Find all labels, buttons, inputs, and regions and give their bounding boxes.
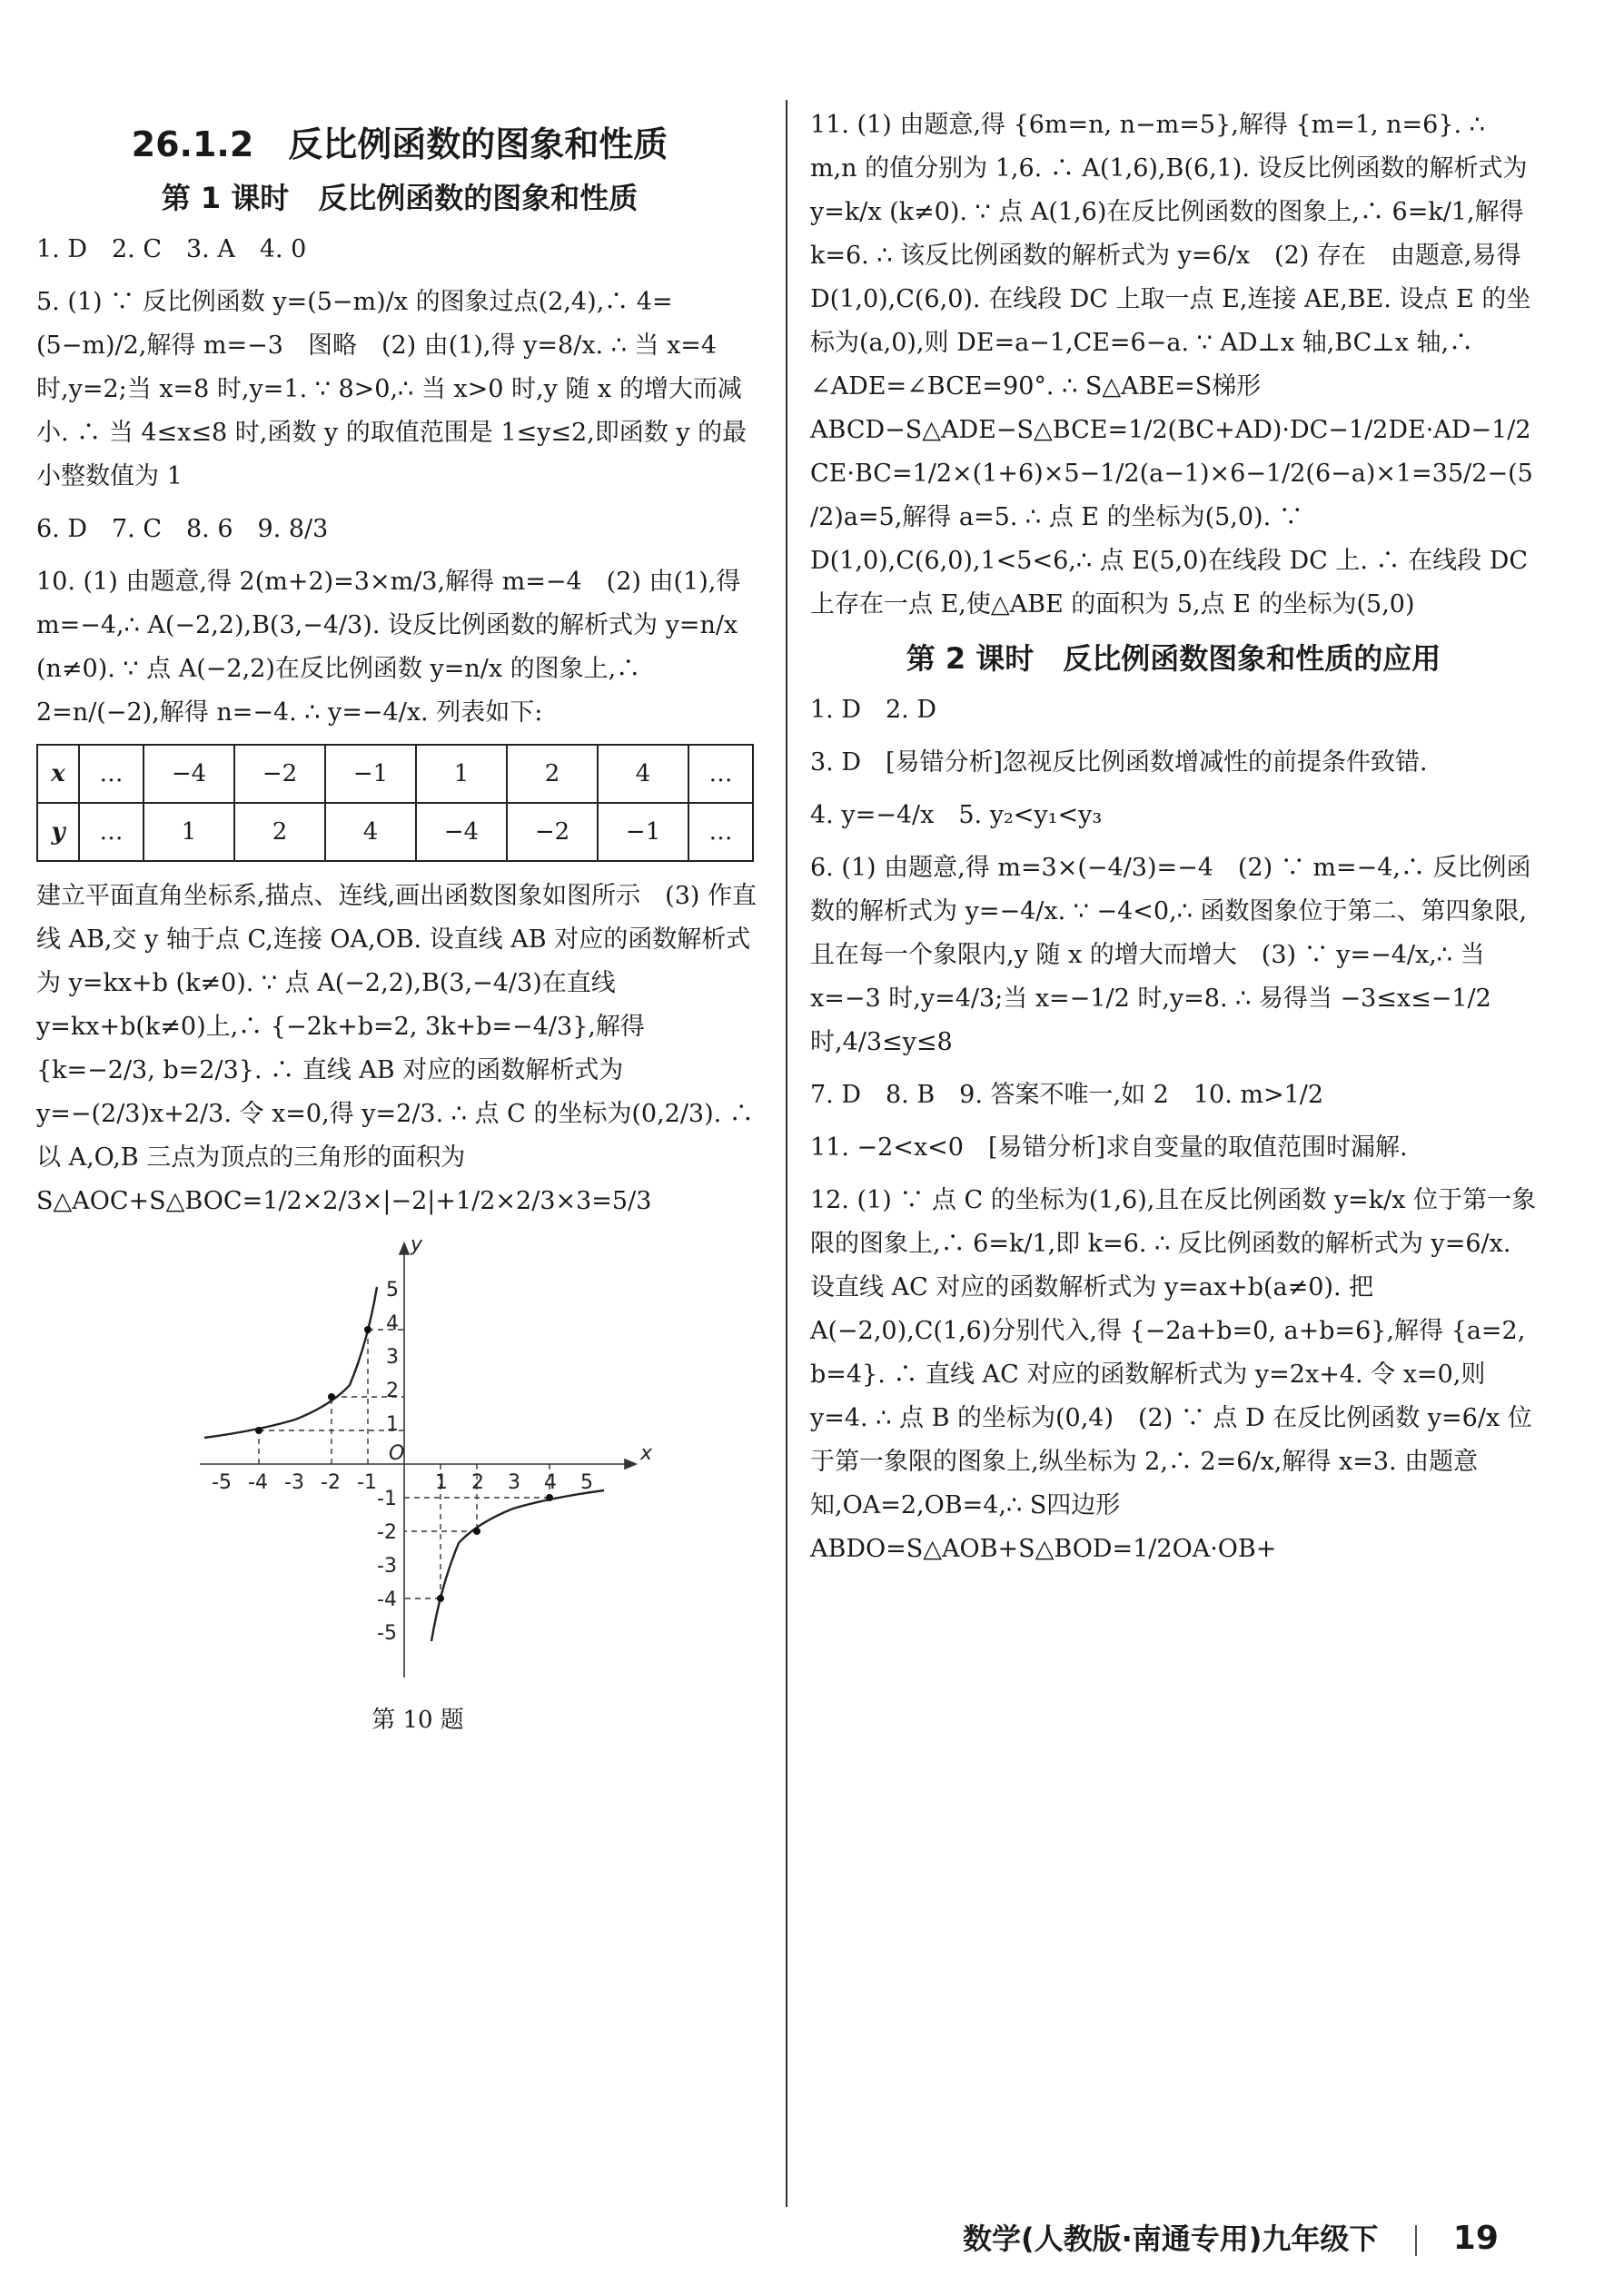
- answer-para: 10. (1) 由题意,得 2(m+2)=3×m/3,解得 m=−4 (2) 由(1),得 m=−4,∴ A(−2,2),B(3,−4/3). 设反比例函数的解析式为 y=n/x (n≠0). ∵ 点 A(−2,2)在反比例函数 y=n/x 的图象上,∴ 2=n/(−2),解得 n=−4. ∴ y=−4/x. 列表如下:: [36, 568, 748, 727]
- answer-para: 建立平面直角坐标系,描点、连线,画出函数图象如图所示 (3) 作直线 AB,交 y 轴于点 C,连接 OA,OB. 设直线 AB 对应的函数解析式为 y=kx+b (k≠0). ∵ 点 A(−2,2),B(3,−4/3)在直线 y=kx+b(k≠0)上,∴ {−2k+b=2, 3k+b=−4/3},解得 {k=−2/3, b=2/3}. ∴ 直线 AB 对应的函数解析式为 y=−(2/3)x+2/3. 令 x=0,得 y=2/3. ∴ 点 C 的坐标为(0,2/3). ∴ 以 A,O,B 三点为顶点的三角形的面积为 S△AOC+S△BOC=1/2×2/3×|−2|+1/2×2/3×3=5/3: [36, 882, 762, 1215]
- answer-para: 1. D 2. D: [810, 696, 936, 724]
- table-cell: 4: [325, 803, 416, 861]
- figure-caption: 第 10 题: [371, 1707, 464, 1734]
- table-cell: 1: [416, 745, 507, 803]
- table-cell: −1: [598, 803, 688, 861]
- x-tick-label: -4: [248, 1471, 268, 1494]
- left-column: [36, 100, 763, 1735]
- y-tick-label: -2: [377, 1521, 397, 1544]
- table-cell: −4: [144, 745, 234, 803]
- answer-para: 5. (1) ∵ 反比例函数 y=(5−m)/x 的图象过点(2,4),∴ 4=(5−m)/2,解得 m=−3 图略 (2) 由(1),得 y=8/x. ∴ 当 x=4 时,y=2;当 x=8 时,y=1. ∵ 8>0,∴ 当 x>0 时,y 随 x 的增大而减小. ∴ 当 4≤x≤8 时,函数 y 的取值范围是 1≤y≤2,即函数 y 的最小整数值为 1: [36, 288, 748, 490]
- table-header-y: y: [37, 803, 79, 861]
- y-axis-label: y: [411, 1233, 423, 1256]
- x-tick-label: 5: [580, 1471, 593, 1494]
- table-cell: …: [79, 745, 144, 803]
- x-tick-label: -2: [321, 1471, 341, 1494]
- answer-para: 12. (1) ∵ 点 C 的坐标为(1,6),且在反比例函数 y=k/x 位于第一象限的图象上,∴ 6=k/1,即 k=6. ∴ 反比例函数的解析式为 y=6/x. 设直线 AC 对应的函数解析式为 y=ax+b(a≠0). 把 A(−2,0),C(1,6)分别代入,得 {−2a+b=0, a+b=6},解得 {a=2, b=4}. ∴ 直线 AC 对应的函数解析式为 y=2x+4. 令 x=0,则 y=4. ∴ 点 B 的坐标为(0,4) (2) ∵ 点 D 在反比例函数 y=6/x 位于第一象限的图象上,纵坐标为 2,∴ 2=6/x,解得 x=3. 由题意知,OA=2,OB=4,∴ S四边形ABDO=S△AOB+S△BOD=1/2OA·OB+: [810, 1186, 1537, 1563]
- graph-svg: [182, 1232, 654, 1696]
- answer-para: 7. D 8. B 9. 答案不唯一,如 2 10. m>1/2: [810, 1081, 1324, 1109]
- book-title: 数学(人教版·南通专用)九年级下: [963, 2222, 1379, 2256]
- answer-para: 1. D 2. C 3. A 4. 0: [36, 235, 307, 263]
- answer-para: 11. (1) 由题意,得 {6m=n, n−m=5},解得 {m=1, n=6}. ∴ m,n 的值分别为 1,6. ∴ A(1,6),B(6,1). 设反比例函数的解析式为 y=k/x (k≠0). ∵ 点 A(1,6)在反比例函数的图象上,∴ 6=k/1,解得 k=6. ∴ 该反比例函数的解析式为 y=6/x (2) 存在 由题意,易得 D(1,0),C(6,0). 在线段 DC 上取一点 E,连接 AE,BE. 设点 E 的坐标为(a,0),则 DE=a−1,CE=6−a. ∵ AD⊥x 轴,BC⊥x 轴,∴ ∠ADE=∠BCE=90°. ∴ S△ABE=S梯形ABCD−S△ADE−S△BCE=1/2(BC+AD)·DC−1/2DE·AD−1/2CE·BC=1/2×(1+6)×5−1/2(a−1)×6−1/2(6−a)×1=35/2−(5/2)a=5,解得 a=5. ∴ 点 E 的坐标为(5,0). ∵ D(1,0),C(6,0),1<5<6,∴ 点 E(5,0)在线段 DC 上. ∴ 在线段 DC 上存在一点 E,使△ABE 的面积为 5,点 E 的坐标为(5,0): [810, 111, 1536, 619]
- y-tick-label: -1: [377, 1488, 397, 1510]
- function-graph: [182, 1232, 654, 1735]
- answer-para: 6. (1) 由题意,得 m=3×(−4/3)=−4 (2) ∵ m=−4,∴ 反比例函数的解析式为 y=−4/x. ∵ −4<0,∴ 函数图象位于第二、第四象限,且在每一个象限内,y 随 x 的增大而增大 (3) ∵ y=−4/x,∴ 当 x=−3 时,y=4/3;当 x=−1/2 时,y=8. ∴ 易得当 −3≤x≤−1/2 时,4/3≤y≤8: [810, 854, 1531, 1056]
- plot-point: [364, 1326, 371, 1333]
- curve-branch-2: [204, 1287, 377, 1438]
- answer-para: 11. −2<x<0 [易错分析]求自变量的取值范围时漏解.: [810, 1133, 1408, 1162]
- y-tick-label: -4: [377, 1588, 397, 1611]
- x-tick-label: -3: [284, 1471, 304, 1494]
- table-cell: …: [79, 803, 144, 861]
- answer-para: 3. D [易错分析]忽视反比例函数增减性的前提条件致错.: [810, 748, 1428, 777]
- x-tick-label: -1: [357, 1471, 377, 1494]
- lesson-2-title: 第 2 课时 反比例函数图象和性质的应用: [906, 641, 1441, 676]
- table-cell: −2: [507, 803, 598, 861]
- table-row: [37, 803, 753, 861]
- answer-para: 6. D 7. C 8. 6 9. 8/3: [36, 515, 329, 543]
- y-tick-label: -5: [377, 1622, 397, 1645]
- footer-divider: [1415, 2225, 1417, 2256]
- plot-point: [546, 1494, 553, 1501]
- origin-label: O: [389, 1442, 405, 1465]
- table-cell: −2: [234, 745, 325, 803]
- y-tick-label: 1: [386, 1413, 399, 1436]
- table-cell: …: [688, 745, 753, 803]
- plot-point: [255, 1427, 262, 1434]
- page-footer: [963, 2216, 1499, 2258]
- table-cell: 2: [507, 745, 598, 803]
- lesson-1-title: 第 1 课时 反比例函数的图象和性质: [161, 181, 639, 215]
- right-column: [810, 100, 1537, 1580]
- y-tick-label: 4: [386, 1312, 399, 1335]
- plot-point: [473, 1528, 480, 1535]
- section-title: 26.1.2 反比例函数的图象和性质: [131, 124, 668, 164]
- table-cell: 1: [144, 803, 234, 861]
- plot-point: [437, 1595, 444, 1602]
- x-axis-arrow: [625, 1460, 636, 1469]
- x-tick-label: -5: [212, 1471, 232, 1494]
- table-cell: −1: [325, 745, 416, 803]
- plot-point: [328, 1393, 335, 1400]
- table-row: [37, 745, 753, 803]
- y-tick-label: 2: [386, 1380, 399, 1402]
- curve-branch-4: [431, 1490, 604, 1641]
- y-tick-label: 5: [386, 1279, 399, 1301]
- x-tick-label: 4: [544, 1471, 557, 1494]
- table-header-x: x: [37, 745, 79, 803]
- table-cell: −4: [416, 803, 507, 861]
- value-table: [36, 744, 754, 862]
- table-cell: 4: [598, 745, 688, 803]
- y-tick-label: 3: [386, 1346, 399, 1369]
- y-tick-label: -3: [377, 1555, 397, 1578]
- x-tick-label: 1: [435, 1471, 448, 1494]
- column-divider: [786, 100, 787, 2207]
- table-cell: …: [688, 803, 753, 861]
- x-tick-label: 2: [471, 1471, 484, 1494]
- page-number: 19: [1452, 2220, 1499, 2257]
- table-cell: 2: [234, 803, 325, 861]
- x-tick-label: 3: [508, 1471, 520, 1494]
- x-axis-label: x: [640, 1442, 653, 1465]
- answer-para: 4. y=−4/x 5. y₂<y₁<y₃: [810, 801, 1103, 829]
- y-axis-arrow: [400, 1243, 409, 1254]
